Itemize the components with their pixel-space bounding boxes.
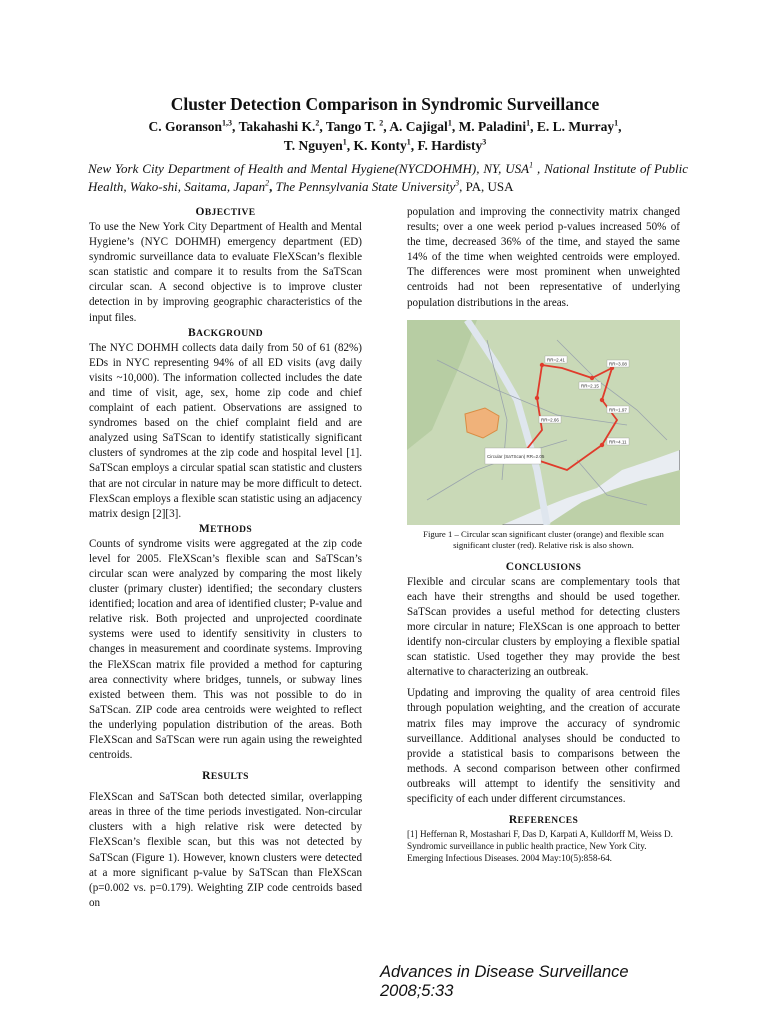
background-text: The NYC DOHMH collects data daily from 50 of 61 (82%) EDs in NYC representing 94% of all ED visits (avg daily visits ~10,000). The information collected includes the date and time of visit, age, sex, home zip code and chief complaint of each patient. Observations are assigned to syndromes based on the chief complaint field and are analyzed using SaTScan to identify statistically significant clusters of syndromes at the zip code and hospital level [1]. SaTScan employs a circular spatial scan statistic and clusters that are not circular in nature may be more difficult to detect. FlexScan employs a flexible scan statistic using an adjacency matrix design [2][3].	[89, 341, 362, 520]
methods-heading: METHODS	[198, 522, 253, 535]
conclusions-text-1: Flexible and circular scans are complementary tools that each have their strengths and should be used together. SaTScan provides a useful method for detecting clusters more circular in nature; FleXScan is one approach to better identify non-circular clusters by employing a flexible spatial scan statistic. Used together they may provide the best alternative to characterizing an outbreak.	[407, 575, 680, 679]
methods-text: Counts of syndrome visits were aggregated at the zip code level for 2005. FleXScan’s flexible scan and SaTScan’s circular scan were analyzed by comparing the most likely cluster (primary cluster) identified; the secondary clusters identified; location and area of identified cluster; P-value and relative risk. Both projected and unprojected coordinate systems were used to identify sensitivity in clusters to changes in measurement and coordinate systems. Improving the FleXScan matrix file provided a method for capturing area connectivity where bridges, tunnels, or subway lines existed between them. This was not possible to do in SaTScan. ZIP code area centroids were weighted to reflect the underlying population distribution of the areas. Both FleXScan and SaTScan were run again using the reweighted centroids.	[89, 537, 362, 762]
objective-heading: OBJECTIVE	[195, 206, 256, 218]
affiliations: New York City Department of Health and Mental Hygiene(NYCDOHMH), NY, USA$^1$ , National Institute of Public Health, Wako-shi, Saitama, Japan$^2$, The Pennsylvania State University$^3$, PA, USA	[88, 160, 688, 194]
results-heading: RESULTS	[202, 770, 249, 783]
cluster-node	[600, 397, 604, 401]
references-heading: REFERENCES	[508, 814, 579, 827]
author-name: Takahashi K.	[238, 119, 316, 134]
cluster-node	[540, 362, 544, 366]
journal-footer: Advances in Disease Surveillance 2008;5:33	[380, 963, 629, 1000]
figure-caption: Figure 1 – Circular scan significant cluster (orange) and flexible scan significant cluster (red). Relative risk is also shown.	[423, 528, 664, 551]
rr-label: RR=2.41	[547, 357, 565, 363]
rr-label: RR=3.08	[609, 361, 627, 367]
right-column	[407, 205, 680, 864]
author-name: E. L. Murray	[536, 119, 615, 134]
rr-label: RR=2.66	[541, 417, 559, 423]
objective-text: To use the New York City Department of Health and Mental Hygiene’s (NYC DOHMH) emergency department (ED) syndromic surveillance data to evaluate FleXScan’s flexible scan statistic and compare it to results from the SaTScan circular scan. A second objective is to improve cluster detection in by improving geographic characteristics of the input files.	[89, 221, 362, 324]
legend-label: Circular (SaTScan) RR=2.05	[487, 453, 545, 459]
cluster-node	[590, 375, 594, 379]
author-line-2: T. Nguyen$^1$, K. Konty$^1$, F. Hardisty$^3$	[283, 137, 487, 153]
author-name: K. Konty	[353, 138, 407, 153]
rr-label: RR=2.15	[581, 383, 599, 389]
cluster-node	[535, 395, 539, 399]
author-line-1: C. Goranson$^{1,3}$, Takahashi K.$^2$, Tango T. $^2$, A. Cajigal$^1$, M. Paladini$^1$, E. L. Murray$^1$,	[148, 118, 622, 134]
left-column	[89, 205, 362, 911]
author-name: F. Hardisty	[417, 138, 483, 153]
results-text-left: FleXScan and SaTScan both detected similar, overlapping areas in three of the time periods investigated. Non-circular clusters with a high relative risk were detected by FleXScan’s flexible scan, but this was not detected by SaTScan (Figure 1). However, known clusters were detected at a more significant p-value by SaTScan than FleXScan (p=0.002 vs. p=0.179). Weighting ZIP code centroids based on	[89, 791, 362, 909]
cluster-node	[600, 442, 604, 446]
reference-item: [1] Heffernan R, Mostashari F, Das D, Karpati A, Kulldorff M, Weiss D. Syndromic surveillance in public health practice, New York City. Emerging Infectious Diseases. 2004 May:10(5):858-64.	[407, 829, 673, 864]
background-heading: BACKGROUND	[187, 326, 263, 339]
author-name: T. Nguyen	[283, 138, 343, 153]
conclusions-heading: CONCLUSIONS	[505, 560, 582, 573]
author-name: Tango T.	[325, 119, 380, 134]
author-name: M. Paladini	[458, 119, 527, 134]
rr-label: RR=1.97	[609, 407, 627, 413]
cluster-map	[407, 320, 680, 525]
paper-title: Cluster Detection Comparison in Syndromic Surveillance	[170, 94, 600, 114]
conclusions-text-2: Updating and improving the quality of area centroid files through population weighting, and the creation of accurate matrix files may improve the accuracy of syndromic surveillance. Additional analyses should be conducted to provide a statistical basis to comparisons between the methods. A second comparison between other confirmed outbreaks will attempt to identify the sensitivity and specificity of each under different circumstances.	[407, 687, 680, 805]
figure-1-map	[407, 320, 680, 525]
results-text-right: population and improving the connectivity matrix changed results; over a one week period p-values increased 50% of the time, decreased 36% of the time, and stayed the same 14% of the time when weighted centroids were employed. The differences were most prominent when unweighted centroids had not been representative of underlying population distributions in the areas.	[407, 206, 680, 309]
author-name: A. Cajigal	[389, 119, 448, 134]
author-name: C. Goranson	[148, 119, 223, 134]
author-list	[60, 117, 710, 155]
rr-label: RR=4.11	[609, 439, 627, 445]
